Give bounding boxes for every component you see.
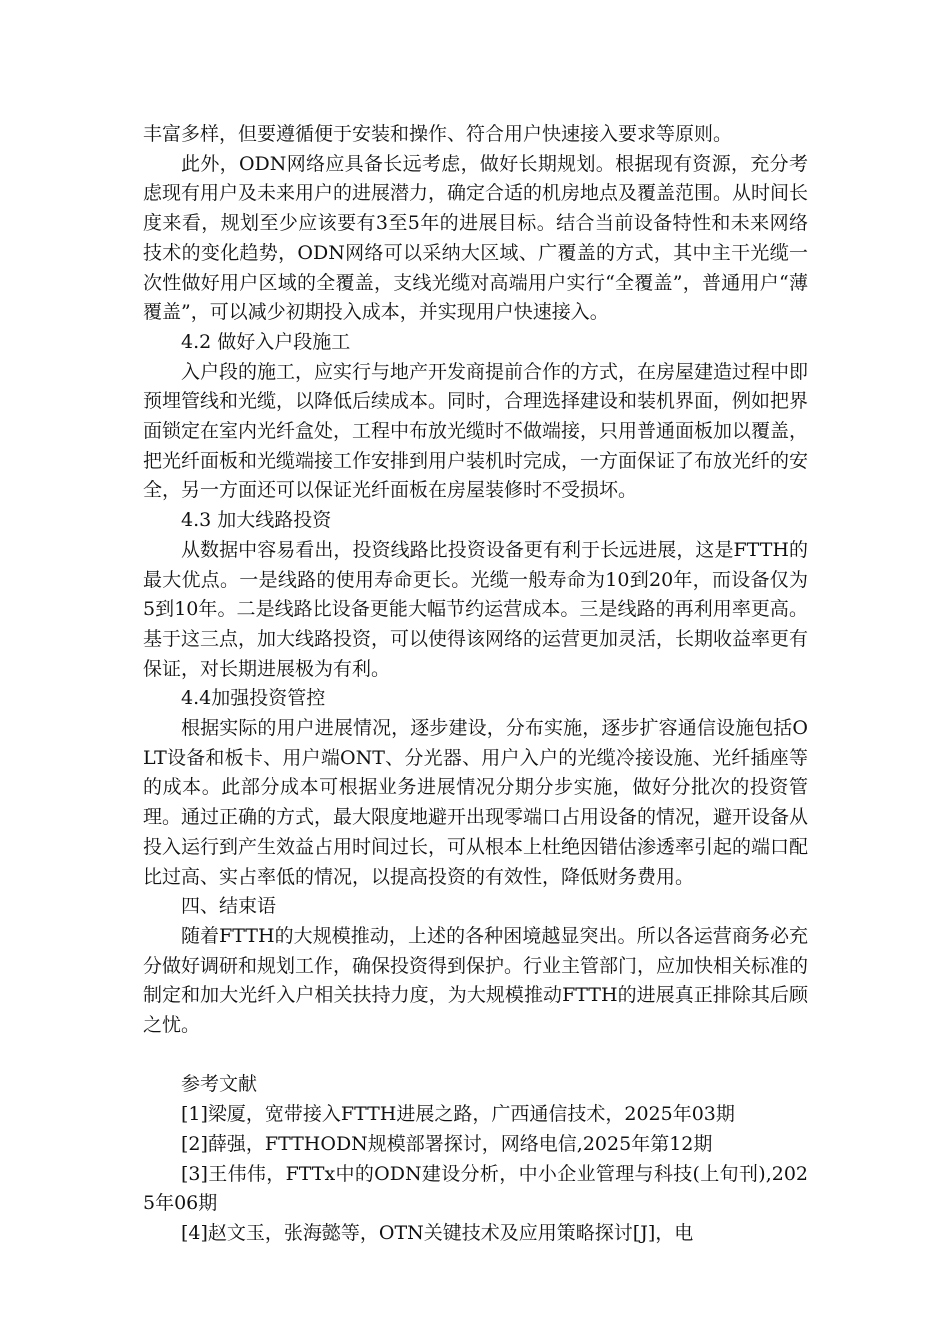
reference-item: [3]王伟伟，FTTx中的ODN建设分析，中小企业管理与科技(上旬刊),2025年06期	[143, 1162, 808, 1215]
section-heading-4-4: 4.4加强投资管控	[181, 687, 326, 710]
blank-line	[143, 1041, 808, 1071]
continuation-paragraph: 丰富多样，但要遵循便于安装和操作、符合用户快速接入要求等原则。	[143, 123, 733, 145]
reference-item: [2]薛强，FTTHODN规模部署探讨，网络电信,2025年第12期	[181, 1132, 713, 1155]
section-paragraph-4-3: 从数据中容易看出，投资线路比投资设备更有利于长远进展，这是FTTH的最大优点。一是线路的使用寿命更长。光缆一般寿命为10到20年，而设备仅为5到10年。二是线路比设备更能大幅节约运营成本。三是线路的再利用率更高。基于这三点，加大线路投资，可以使得该网络的运营更加灵活，长期收益率更有保证，对长期进展极为有利。	[143, 538, 809, 680]
planning-paragraph: 此外，ODN网络应具备长远考虑，做好长期规划。根据现有资源，充分考虑现有用户及未来用户的进展潜力，确定合适的机房地点及覆盖范围。从时间长度来看，规划至少应该要有3至5年的进展目标。结合当前设备特性和未来网络技术的变化趋势，ODN网络可以采纳大区域、广覆盖的方式，其中主干光缆一次性做好用户区域的全覆盖，支线光缆对高端用户实行“全覆盖”，普通用户“薄覆盖”，可以减少初期投入成本，并实现用户快速接入。	[143, 152, 809, 324]
reference-item: [1]梁厦，宽带接入FTTH进展之路，广西通信技术，2025年03期	[181, 1103, 735, 1126]
references-title: 参考文献	[181, 1073, 258, 1096]
section-heading-4-3: 4.3 加大线路投资	[181, 509, 332, 532]
section-paragraph-4-4: 根据实际的用户进展情况，逐步建设，分布实施，逐步扩容通信设施包括OLT设备和板卡、用户端ONT、分光器、用户入户的光缆冷接设施、光纤插座等的成本。此部分成本可根据业务进展情况分期分步实施，做好分批次的投资管理。通过正确的方式，最大限度地避开出现零端口占用设备的情况，避开设备从投入运行到产生效益占用时间过长，可从根本上杜绝因错估渗透率引起的端口配比过高、实占率低的情况，以提高投资的有效性，降低财务费用。	[143, 717, 809, 888]
section-paragraph-4-2: 入户段的施工，应实行与地产开发商提前合作的方式，在房屋建造过程中即预埋管线和光缆，以降低后续成本。同时，合理选择建设和装机界面，例如把界面锁定在室内光纤盒处，工程中布放光缆时不做端接，只用普通面板加以覆盖，把光纤面板和光缆端接工作安排到用户装机时完成，一方面保证了布放光纤的安全，另一方面还可以保证光纤面板在房屋装修时不受损坏。	[143, 360, 809, 502]
conclusion-heading: 四、结束语	[181, 895, 277, 918]
document-body	[143, 120, 808, 1249]
reference-item: [4]赵文玉，张海懿等，OTN关键技术及应用策略探讨[J]，电	[181, 1222, 694, 1244]
conclusion-paragraph: 随着FTTH的大规模推动，上述的各种困境越显突出。所以各运营商务必充分做好调研和规划工作，确保投资得到保护。行业主管部门，应加快相关标准的制定和加大光纤入户相关扶持力度，为大规模推动FTTH的进展真正排除其后顾之忧。	[143, 924, 809, 1037]
section-heading-4-2: 4.2 做好入户段施工	[181, 330, 351, 353]
